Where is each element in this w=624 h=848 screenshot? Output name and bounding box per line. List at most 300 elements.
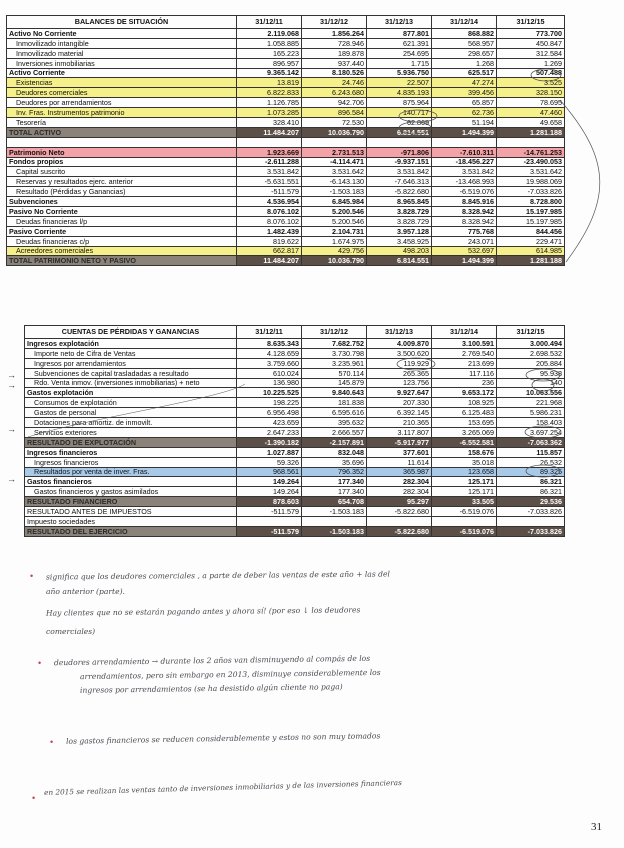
table-row	[25, 507, 565, 517]
value-cell: 6.822.833	[237, 88, 302, 98]
value-cell: 4.009.870	[367, 339, 432, 349]
value-cell: -511.579	[237, 187, 302, 197]
value-cell: -7.646.313	[367, 177, 432, 187]
value-cell: 2.104.731	[302, 226, 367, 236]
row-label: Rdo. Venta inmov. (inversiones inmobiliarias) + neto	[25, 378, 237, 388]
table-row	[7, 236, 565, 246]
year-header: 31/12/15	[497, 326, 565, 339]
value-cell: 145.879	[302, 378, 367, 388]
table-row	[7, 29, 565, 39]
value-cell: 177.340	[302, 477, 367, 487]
value-cell: 6.845.984	[302, 197, 367, 207]
table-row	[25, 428, 565, 438]
value-cell: 8.328.942	[432, 216, 497, 226]
value-cell: 49.658	[497, 118, 565, 128]
row-label: Inmovilizado material	[7, 48, 237, 58]
value-cell: 29.536	[497, 497, 565, 507]
row-label: Ingresos por arrendamientos	[25, 358, 237, 368]
value-cell: 570.114	[302, 368, 367, 378]
year-header: 31/12/11	[237, 16, 302, 29]
year-header: 31/12/14	[432, 16, 497, 29]
row-label: Deudores comerciales	[7, 88, 237, 98]
row-label: Subvenciones	[7, 197, 237, 207]
value-cell: 123.658	[432, 467, 497, 477]
table-header-row	[25, 326, 565, 339]
value-cell: -9.937.151	[367, 157, 432, 167]
table-row	[25, 408, 565, 418]
value-cell: 62.736	[432, 108, 497, 118]
value-cell: 1.027.887	[237, 447, 302, 457]
value-cell: 6.814.551	[367, 127, 432, 137]
row-label: Deudores por arrendamientos	[7, 98, 237, 108]
value-cell: 3.531.842	[367, 167, 432, 177]
value-cell: 3.235.961	[302, 358, 367, 368]
value-cell: 95.938	[497, 368, 565, 378]
value-cell: 1.494.399	[432, 256, 497, 266]
value-cell: 11.484.207	[237, 256, 302, 266]
row-label: Servicios exteriores	[25, 428, 237, 438]
row-label: Gastos de personal	[25, 408, 237, 418]
row-label: Pasivo Corriente	[7, 226, 237, 236]
value-cell	[367, 137, 432, 147]
value-cell: 365.987	[367, 467, 432, 477]
table-row	[7, 38, 565, 48]
value-cell: 3.531.642	[497, 167, 565, 177]
row-label: Patrimonio Neto	[7, 147, 237, 157]
value-cell: 6.956.498	[237, 408, 302, 418]
value-cell: 877.801	[367, 29, 432, 39]
table-row	[7, 78, 565, 88]
value-cell: 662.817	[237, 246, 302, 256]
value-cell: -7.063.362	[497, 437, 565, 447]
value-cell: -1.503.183	[302, 526, 367, 536]
table-row	[25, 388, 565, 398]
value-cell: 8.076.102	[237, 207, 302, 217]
page-number: 31	[591, 821, 602, 833]
value-cell: -5.822.680	[367, 187, 432, 197]
value-cell: 9.840.643	[302, 388, 367, 398]
value-cell: -7.033.826	[497, 507, 565, 517]
value-cell: 328.150	[497, 88, 565, 98]
value-cell	[497, 517, 565, 527]
note-line: en 2015 se realizan las ventas tanto de inversiones inmobiliarias y de las inversiones financieras	[43, 778, 402, 797]
value-cell: 47.274	[432, 78, 497, 88]
row-label: Deudas financieras l/p	[7, 216, 237, 226]
row-label: RESULTADO ANTES DE IMPUESTOS	[25, 507, 237, 517]
year-header: 31/12/13	[367, 326, 432, 339]
row-label: Capital suscrito	[7, 167, 237, 177]
value-cell: -1.503.183	[302, 507, 367, 517]
value-cell: 773.700	[497, 29, 565, 39]
value-cell: 6.243.680	[302, 88, 367, 98]
row-label: RESULTADO DE EXPLOTACIÓN	[25, 437, 237, 447]
value-cell: 140.717	[367, 108, 432, 118]
value-cell: 942.706	[302, 98, 367, 108]
table-row	[7, 88, 565, 98]
value-cell: 10.036.790	[302, 256, 367, 266]
value-cell	[367, 517, 432, 527]
table-row	[7, 58, 565, 68]
value-cell: 177.340	[302, 487, 367, 497]
row-label: TOTAL PATRIMONIO NETO Y PASIVO	[7, 256, 237, 266]
value-cell: 3.531.642	[302, 167, 367, 177]
year-header: 31/12/14	[432, 326, 497, 339]
value-cell: 3.100.591	[432, 339, 497, 349]
value-cell: 282.304	[367, 477, 432, 487]
value-cell	[432, 517, 497, 527]
table-row	[25, 517, 565, 527]
row-label: Resultado (Pérdidas y Ganancias)	[7, 187, 237, 197]
value-cell: 3.957.128	[367, 226, 432, 236]
value-cell: 47.460	[497, 108, 565, 118]
value-cell: 117.116	[432, 368, 497, 378]
row-label: Ingresos financieros	[25, 447, 237, 457]
profit-loss-table	[24, 325, 565, 537]
row-label: Acreedores comerciales	[7, 246, 237, 256]
table-row	[7, 246, 565, 256]
table-row	[25, 378, 565, 388]
table-row	[7, 207, 565, 217]
table-row	[7, 216, 565, 226]
year-header: 31/12/13	[367, 16, 432, 29]
year-header: 31/12/11	[237, 326, 302, 339]
value-cell: 621.391	[367, 38, 432, 48]
row-label: Consumos de explotación	[25, 398, 237, 408]
row-label: Dotaciones para amortiz. de inmovilt.	[25, 418, 237, 428]
row-label: Gastos financieros	[25, 477, 237, 487]
value-cell: 2.769.540	[432, 348, 497, 358]
value-cell: -511.579	[237, 526, 302, 536]
value-cell	[302, 137, 367, 147]
table-row	[7, 177, 565, 187]
row-label: Reservas y resultados ejerc. anterior	[7, 177, 237, 187]
value-cell: 3.531.842	[237, 167, 302, 177]
value-cell: 207.330	[367, 398, 432, 408]
table-row	[7, 147, 565, 157]
note-bullet: •	[32, 793, 36, 803]
value-cell: 189.878	[302, 48, 367, 58]
value-cell: 1.269	[497, 58, 565, 68]
value-cell: 1.856.264	[302, 29, 367, 39]
value-cell: 1.058.885	[237, 38, 302, 48]
value-cell: 896.584	[302, 108, 367, 118]
table-row	[25, 348, 565, 358]
row-label: Impuesto sociedades	[25, 517, 237, 527]
value-cell: 819.622	[237, 236, 302, 246]
value-cell: 72.530	[302, 118, 367, 128]
row-label: TOTAL ACTIVO	[7, 127, 237, 137]
value-cell: 3.828.729	[367, 207, 432, 217]
value-cell: -5.917.977	[367, 437, 432, 447]
value-cell: 2.698.532	[497, 348, 565, 358]
value-cell: 1.923.669	[237, 147, 302, 157]
value-cell: 1.715	[367, 58, 432, 68]
value-cell: 89.325	[497, 467, 565, 477]
value-cell: 254.695	[367, 48, 432, 58]
value-cell: 4.536.954	[237, 197, 302, 207]
row-label: RESULTADO DEL EJERCICIO	[25, 526, 237, 536]
table-row	[25, 437, 565, 447]
row-label: Resultados por venta de inver. Fras.	[25, 467, 237, 477]
year-header: 31/12/12	[302, 16, 367, 29]
balance-sheet-table	[6, 15, 565, 266]
value-cell: 10.063.556	[497, 388, 565, 398]
row-label: Activo Corriente	[7, 68, 237, 78]
note-bullet: •	[30, 571, 34, 581]
value-cell: 26.532	[497, 457, 565, 467]
note-line: significa que los deudores comerciales , a parte de deber las ventas de este año + las del	[45, 569, 390, 582]
value-cell: 3.759.660	[237, 358, 302, 368]
table-row	[25, 418, 565, 428]
table-row	[7, 167, 565, 177]
value-cell: 51.194	[432, 118, 497, 128]
table-row	[7, 127, 565, 137]
table-row	[25, 487, 565, 497]
value-cell: 3.828.729	[367, 216, 432, 226]
value-cell: 11.614	[367, 457, 432, 467]
value-cell: 22.507	[367, 78, 432, 88]
value-cell: 65.857	[432, 98, 497, 108]
row-label: Subvenciones de capital trasladadas a resultado	[25, 368, 237, 378]
value-cell: 8.845.916	[432, 197, 497, 207]
value-cell: 5.200.546	[302, 207, 367, 217]
value-cell: 1.494.399	[432, 127, 497, 137]
table-row	[7, 108, 565, 118]
row-label: Activo No Corriente	[7, 29, 237, 39]
value-cell: -2.157.891	[302, 437, 367, 447]
value-cell: 35.696	[302, 457, 367, 467]
value-cell: 123.756	[367, 378, 432, 388]
value-cell: 78.695	[497, 98, 565, 108]
value-cell: 11.484.207	[237, 127, 302, 137]
value-cell: 119.929	[367, 358, 432, 368]
value-cell: 610.024	[237, 368, 302, 378]
table-row	[7, 118, 565, 128]
row-label: Deudas financieras c/p	[7, 236, 237, 246]
value-cell: 796.352	[302, 467, 367, 477]
value-cell: 24.746	[302, 78, 367, 88]
value-cell: 3.458.925	[367, 236, 432, 246]
row-label: Ingresos financieros	[25, 457, 237, 467]
value-cell: 7.682.752	[302, 339, 367, 349]
value-cell: 33.505	[432, 497, 497, 507]
value-cell: 2.647.233	[237, 428, 302, 438]
value-cell: 158.403	[497, 418, 565, 428]
margin-arrow: →	[7, 380, 16, 390]
row-label: RESULTADO FINANCIERO	[25, 497, 237, 507]
note-bullet: •	[38, 658, 42, 668]
value-cell: 149.264	[237, 477, 302, 487]
value-cell: 8.728.800	[497, 197, 565, 207]
value-cell: -7.610.311	[432, 147, 497, 157]
table-row	[7, 68, 565, 78]
value-cell: 844.456	[497, 226, 565, 236]
value-cell: 236	[432, 378, 497, 388]
table-row	[7, 157, 565, 167]
value-cell: 868.882	[432, 29, 497, 39]
value-cell: 158.676	[432, 447, 497, 457]
value-cell	[237, 137, 302, 147]
value-cell: 165.223	[237, 48, 302, 58]
value-cell: 1.126.785	[237, 98, 302, 108]
table-row	[7, 98, 565, 108]
table-row	[25, 467, 565, 477]
value-cell: 878.603	[237, 497, 302, 507]
value-cell: 968.561	[237, 467, 302, 477]
table-row	[25, 368, 565, 378]
value-cell: -971.806	[367, 147, 432, 157]
row-label	[7, 137, 237, 147]
table-row	[25, 447, 565, 457]
value-cell: -6.519.076	[432, 507, 497, 517]
table-row	[25, 398, 565, 408]
value-cell: -6.552.581	[432, 437, 497, 447]
value-cell: 832.048	[302, 447, 367, 457]
value-cell: 298.657	[432, 48, 497, 58]
table-row	[7, 197, 565, 207]
value-cell: 1.281.188	[497, 256, 565, 266]
value-cell: 153.695	[432, 418, 497, 428]
value-cell: -511.579	[237, 507, 302, 517]
value-cell: 3.697.254	[497, 428, 565, 438]
value-cell: 568.957	[432, 38, 497, 48]
value-cell: 221.968	[497, 398, 565, 408]
value-cell: 654.708	[302, 497, 367, 507]
value-cell: -5.822.680	[367, 507, 432, 517]
value-cell: 1.674.975	[302, 236, 367, 246]
value-cell: 8.965.845	[367, 197, 432, 207]
value-cell: -18.456.227	[432, 157, 497, 167]
value-cell: 229.471	[497, 236, 565, 246]
value-cell: 136.980	[237, 378, 302, 388]
value-cell: 6.125.483	[432, 408, 497, 418]
value-cell: 282.304	[367, 487, 432, 497]
value-cell	[302, 517, 367, 527]
value-cell: 3.500.620	[367, 348, 432, 358]
value-cell: 5.200.546	[302, 216, 367, 226]
value-cell: 15.197.985	[497, 216, 565, 226]
row-label: Tesorería	[7, 118, 237, 128]
value-cell: 399.456	[432, 88, 497, 98]
table-row	[7, 256, 565, 266]
value-cell: 625.517	[432, 68, 497, 78]
value-cell: 775.768	[432, 226, 497, 236]
table-row	[25, 477, 565, 487]
value-cell: 429.756	[302, 246, 367, 256]
table-header-row	[7, 16, 565, 29]
row-label: Existencias	[7, 78, 237, 88]
value-cell: 95.297	[367, 497, 432, 507]
value-cell: 15.197.985	[497, 207, 565, 217]
value-cell: 1.281.188	[497, 127, 565, 137]
value-cell: 205.884	[497, 358, 565, 368]
value-cell: 210.365	[367, 418, 432, 428]
value-cell: 614.985	[497, 246, 565, 256]
row-label: Inversiones inmobiliarias	[7, 58, 237, 68]
row-label: Importe neto de Cifra de Ventas	[25, 348, 237, 358]
value-cell: 450.847	[497, 38, 565, 48]
table-row	[25, 457, 565, 467]
table-row	[7, 187, 565, 197]
row-label: Ingresos explotación	[25, 339, 237, 349]
value-cell: 328.410	[237, 118, 302, 128]
value-cell: 937.440	[302, 58, 367, 68]
value-cell: -14.761.253	[497, 147, 565, 157]
value-cell: 198.225	[237, 398, 302, 408]
table-row	[25, 339, 565, 349]
value-cell: 377.601	[367, 447, 432, 457]
value-cell: -7.033.826	[497, 187, 565, 197]
value-cell	[237, 517, 302, 527]
value-cell: 10.225.525	[237, 388, 302, 398]
value-cell: 149.264	[237, 487, 302, 497]
note-line: año anterior (parte).	[46, 587, 125, 596]
value-cell: 875.964	[367, 98, 432, 108]
value-cell: 312.584	[497, 48, 565, 58]
value-cell: 140	[497, 378, 565, 388]
row-label: Inmovilizado intangible	[7, 38, 237, 48]
value-cell: 3.117.807	[367, 428, 432, 438]
value-cell: 9.927.647	[367, 388, 432, 398]
row-label: Pasivo No Corriente	[7, 207, 237, 217]
value-cell: 3.525	[497, 78, 565, 88]
value-cell: 6.595.616	[302, 408, 367, 418]
value-cell: 6.392.145	[367, 408, 432, 418]
note-line: arrendamientos, pero sin embargo en 2013, disminuye considerablemente los	[79, 667, 381, 682]
value-cell: 8.635.343	[237, 339, 302, 349]
value-cell: 3.000.494	[497, 339, 565, 349]
table-row	[7, 48, 565, 58]
value-cell: 2.119.068	[237, 29, 302, 39]
value-cell: 125.171	[432, 487, 497, 497]
note-line: los gastos financieros se reducen considerablemente y estos no son muy tomados	[65, 731, 381, 746]
table-row	[25, 497, 565, 507]
value-cell: 8.328.942	[432, 207, 497, 217]
value-cell: 498.203	[367, 246, 432, 256]
table-row	[25, 526, 565, 536]
value-cell: 9.365.142	[237, 68, 302, 78]
value-cell: 13.819	[237, 78, 302, 88]
value-cell: 4.835.193	[367, 88, 432, 98]
value-cell: 395.632	[302, 418, 367, 428]
margin-arrow: →	[7, 424, 16, 434]
value-cell: 728.946	[302, 38, 367, 48]
note-line: ingresos por arrendamientos (se ha desistido algún cliente no paga)	[79, 682, 343, 695]
value-cell: -23.490.053	[497, 157, 565, 167]
value-cell	[497, 137, 565, 147]
note-line: comerciales)	[46, 627, 96, 636]
value-cell: 4.128.659	[237, 348, 302, 358]
note-line: deudores arrendamiento → durante los 2 años van disminuyendo al compás de los	[53, 653, 371, 668]
value-cell: 213.699	[432, 358, 497, 368]
table-row	[7, 226, 565, 236]
value-cell: -13.468.993	[432, 177, 497, 187]
value-cell	[432, 137, 497, 147]
value-cell: 532.697	[432, 246, 497, 256]
value-cell: 6.814.551	[367, 256, 432, 266]
value-cell: -7.033.826	[497, 526, 565, 536]
margin-arrow: →	[7, 370, 16, 380]
value-cell: -2.611.288	[237, 157, 302, 167]
value-cell: 1.482.439	[237, 226, 302, 236]
value-cell: 1.073.285	[237, 108, 302, 118]
row-label: Inv. Fras. Instrumentos patrimonio	[7, 108, 237, 118]
value-cell: 3.265.069	[432, 428, 497, 438]
value-cell: -5.822.680	[367, 526, 432, 536]
value-cell: 265.365	[367, 368, 432, 378]
value-cell: 19.988.069	[497, 177, 565, 187]
value-cell: -1.503.183	[302, 187, 367, 197]
